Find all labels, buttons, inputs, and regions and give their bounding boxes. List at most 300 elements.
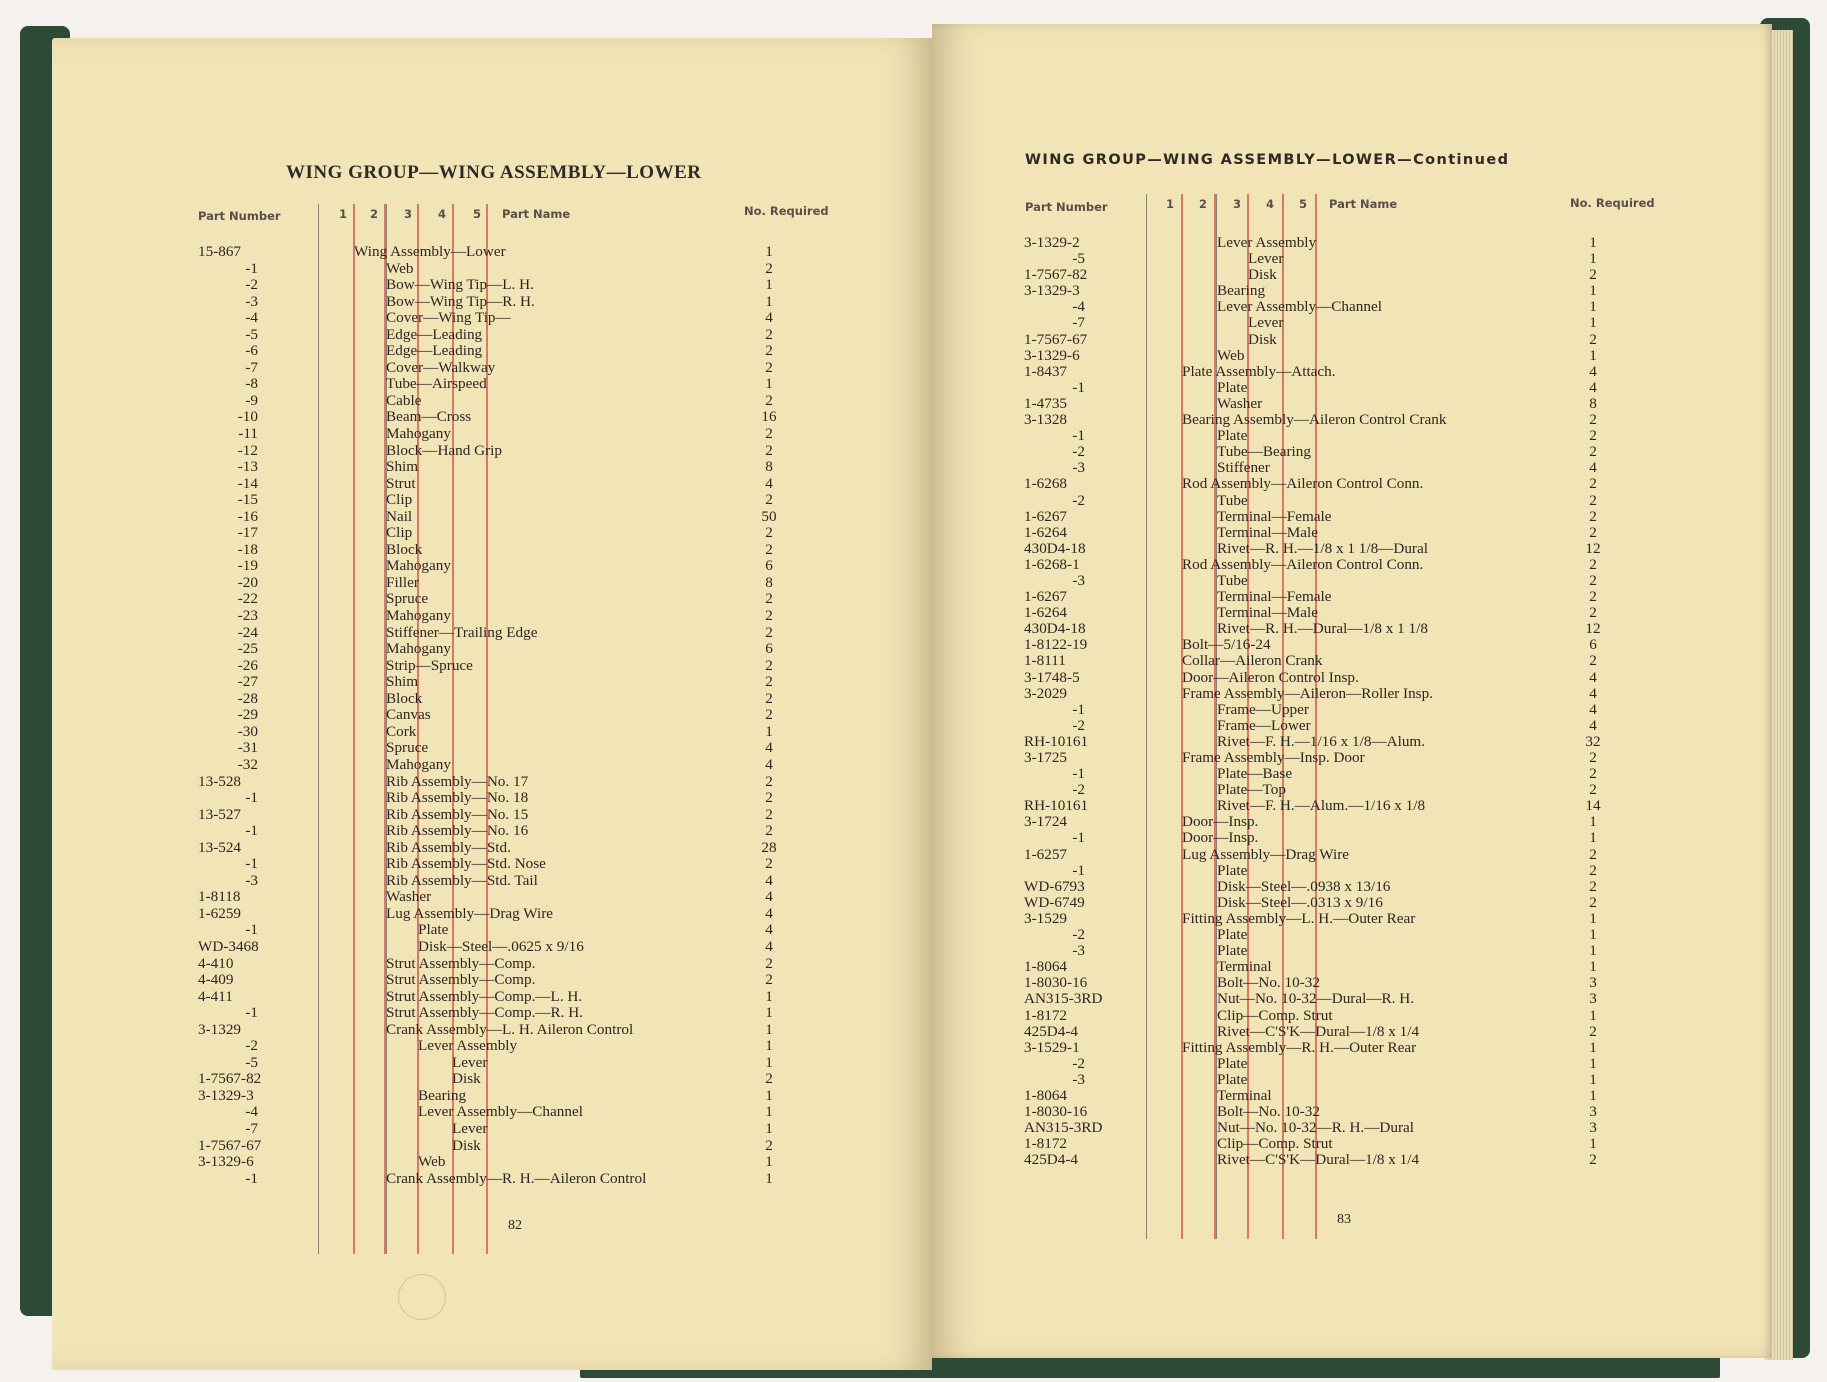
part-number-cell: 1-8118 xyxy=(198,888,241,906)
table-row xyxy=(932,363,1772,379)
quantity-cell: 2 xyxy=(765,325,773,343)
part-name-cell: Lever Assembly—Channel xyxy=(1217,298,1382,316)
part-number-cell: 4-411 xyxy=(198,987,233,1005)
table-row xyxy=(932,459,1772,475)
part-number-cell: 3-1529-1 xyxy=(1024,1038,1080,1056)
quantity-cell: 6 xyxy=(1589,636,1597,654)
part-name-cell: Plate—Top xyxy=(1217,781,1286,799)
header-no-required: No. Required xyxy=(1570,196,1655,210)
part-number-cell: 1-6264 xyxy=(1024,523,1068,541)
quantity-cell: 4 xyxy=(1589,378,1597,396)
table-row xyxy=(52,955,932,972)
left-page xyxy=(52,38,932,1370)
quantity-cell: 2 xyxy=(765,391,773,409)
part-name-cell: Tube—Airspeed xyxy=(386,375,487,393)
part-name-cell: Clip—Comp. Strut xyxy=(1217,1135,1333,1153)
part-number-cell: -9 xyxy=(245,391,258,409)
table-row xyxy=(52,1153,932,1170)
quantity-cell: 2 xyxy=(1589,604,1597,622)
table-row xyxy=(932,234,1772,250)
part-number-cell: 1-7567-67 xyxy=(1024,330,1088,348)
quantity-cell: 2 xyxy=(765,822,773,840)
part-name-cell: Clip—Comp. Strut xyxy=(1217,1006,1333,1024)
part-name-cell: Rib Assembly—No. 17 xyxy=(386,772,529,790)
quantity-cell: 4 xyxy=(765,739,773,757)
part-name-cell: Edge—Leading xyxy=(386,342,483,360)
table-row xyxy=(52,375,932,392)
part-number-cell: -3 xyxy=(245,292,258,310)
part-number-cell: 1-6264 xyxy=(1024,604,1068,622)
table-row xyxy=(932,540,1772,556)
quantity-cell: 8 xyxy=(1589,394,1597,412)
part-name-cell: Nut—No. 10-32—Dural—R. H. xyxy=(1217,990,1414,1008)
table-row xyxy=(932,250,1772,266)
part-name-cell: Plate xyxy=(1217,926,1248,944)
part-name-cell: Beam—Cross xyxy=(386,408,472,426)
part-number-cell: -3 xyxy=(1072,571,1085,589)
quantity-cell: 4 xyxy=(765,904,773,922)
table-row xyxy=(52,723,932,740)
table-row xyxy=(52,872,932,889)
table-row xyxy=(932,1151,1772,1167)
part-number-cell: 4-409 xyxy=(198,971,234,989)
part-number-cell: -20 xyxy=(237,573,258,591)
quantity-cell: 1 xyxy=(1589,1038,1597,1056)
quantity-cell: 1 xyxy=(1589,1070,1597,1088)
part-number-cell: 13-528 xyxy=(198,772,242,790)
part-number-cell: -31 xyxy=(237,739,258,757)
part-name-cell: Rivet—F. H.—1/16 x 1/8—Alum. xyxy=(1217,732,1426,750)
part-number-cell: 1-7567-82 xyxy=(1024,266,1088,284)
quantity-cell: 4 xyxy=(1589,362,1597,380)
table-row xyxy=(932,604,1772,620)
part-number-cell: 430D4-18 xyxy=(1024,539,1086,557)
table-row xyxy=(52,293,932,310)
quantity-cell: 1 xyxy=(1589,234,1597,251)
quantity-cell: 1 xyxy=(1589,346,1597,364)
part-number-cell: 3-1329-6 xyxy=(1024,346,1080,364)
header-col-3: 3 xyxy=(404,207,413,221)
part-number-cell: 3-1329-2 xyxy=(1024,234,1080,251)
header-col-2: 2 xyxy=(370,207,379,221)
quantity-cell: 12 xyxy=(1585,620,1601,638)
quantity-cell: 1 xyxy=(765,375,773,393)
part-number-cell: -25 xyxy=(237,640,258,658)
part-name-cell: Plate—Base xyxy=(1217,765,1293,783)
part-number-cell: 3-1724 xyxy=(1024,813,1068,831)
header-col-2: 2 xyxy=(1199,197,1208,211)
table-row xyxy=(52,1103,932,1120)
quantity-cell: 4 xyxy=(765,871,773,889)
quantity-cell: 3 xyxy=(1589,1103,1597,1121)
part-number-cell: 1-8030-16 xyxy=(1024,974,1088,992)
quantity-cell: 2 xyxy=(765,1136,773,1154)
part-number-cell: 1-8172 xyxy=(1024,1135,1068,1153)
table-row xyxy=(932,781,1772,797)
part-name-cell: Washer xyxy=(386,888,432,906)
part-name-cell: Cork xyxy=(386,722,417,740)
table-row xyxy=(52,1170,932,1187)
table-row xyxy=(52,624,932,641)
part-name-cell: Wing Assembly—Lower xyxy=(354,243,506,260)
part-number-cell: -1 xyxy=(245,1169,258,1187)
table-row xyxy=(52,607,932,624)
table-row xyxy=(52,359,932,376)
table-row xyxy=(52,1137,932,1154)
table-row xyxy=(932,749,1772,765)
part-number-cell: -14 xyxy=(237,474,258,492)
right-page-title: WING GROUP—WING ASSEMBLY—LOWER—Continued xyxy=(1025,152,1510,168)
header-part-number: Part Number xyxy=(198,209,281,223)
quantity-cell: 28 xyxy=(761,838,777,856)
header-col-4: 4 xyxy=(438,207,447,221)
quantity-cell: 8 xyxy=(765,458,773,476)
table-row xyxy=(52,756,932,773)
header-part-name: Part Name xyxy=(1329,197,1398,211)
table-row xyxy=(932,652,1772,668)
part-name-cell: Rod Assembly—Aileron Control Conn. xyxy=(1182,475,1424,493)
quantity-cell: 2 xyxy=(765,607,773,625)
quantity-cell: 1 xyxy=(1589,926,1597,944)
part-number-cell: -1 xyxy=(245,921,258,939)
part-number-cell: 1-8111 xyxy=(1024,652,1066,670)
part-number-cell: 3-1329-6 xyxy=(198,1153,254,1171)
quantity-cell: 1 xyxy=(765,1169,773,1187)
part-number-cell: -5 xyxy=(1072,250,1085,268)
table-row xyxy=(52,541,932,558)
table-row xyxy=(932,862,1772,878)
table-row xyxy=(932,829,1772,845)
part-number-cell: -13 xyxy=(237,458,258,476)
part-name-cell: Plate xyxy=(1217,427,1248,445)
part-number-cell: -15 xyxy=(237,491,258,509)
quantity-cell: 2 xyxy=(765,491,773,509)
quantity-cell: 4 xyxy=(765,755,773,773)
table-row xyxy=(932,427,1772,443)
part-number-cell: -3 xyxy=(1072,942,1085,960)
part-name-cell: Strip—Spruce xyxy=(386,656,473,674)
part-name-cell: Frame Assembly—Insp. Door xyxy=(1182,749,1365,766)
table-row xyxy=(932,572,1772,588)
part-name-cell: Fitting Assembly—L. H.—Outer Rear xyxy=(1182,909,1416,927)
part-name-cell: Rib Assembly—Std. Tail xyxy=(386,871,538,889)
table-row xyxy=(932,910,1772,926)
part-name-cell: Lever xyxy=(1248,314,1284,332)
quantity-cell: 1 xyxy=(765,1103,773,1121)
table-row xyxy=(52,706,932,723)
table-row xyxy=(52,905,932,922)
part-number-cell: -2 xyxy=(245,1037,258,1055)
part-number-cell: -10 xyxy=(237,408,258,426)
table-row xyxy=(52,1087,932,1104)
quantity-cell: 1 xyxy=(765,987,773,1005)
quantity-cell: 4 xyxy=(1589,700,1597,718)
table-row xyxy=(52,326,932,343)
table-row xyxy=(932,298,1772,314)
part-name-cell: Door—Aileron Control Insp. xyxy=(1182,668,1359,686)
part-number-cell: -1 xyxy=(245,789,258,807)
part-number-cell: -3 xyxy=(245,871,258,889)
part-number-cell: 3-1529 xyxy=(1024,909,1068,927)
part-number-cell: -12 xyxy=(237,441,258,459)
quantity-cell: 1 xyxy=(1589,250,1597,268)
table-row xyxy=(52,590,932,607)
table-row xyxy=(52,971,932,988)
part-number-cell: 1-4735 xyxy=(1024,394,1068,412)
part-number-cell: 1-6268 xyxy=(1024,475,1068,493)
table-row xyxy=(932,894,1772,910)
part-name-cell: Lug Assembly—Drag Wire xyxy=(1182,845,1349,863)
part-name-cell: Spruce xyxy=(386,590,429,608)
table-row xyxy=(932,733,1772,749)
quantity-cell: 2 xyxy=(1589,475,1597,493)
quantity-cell: 32 xyxy=(1585,732,1601,750)
part-number-cell: -19 xyxy=(237,557,258,575)
quantity-cell: 1 xyxy=(1589,314,1597,332)
part-name-cell: Block—Hand Grip xyxy=(386,441,502,459)
table-row xyxy=(932,813,1772,829)
part-number-cell: WD-6749 xyxy=(1024,893,1085,911)
table-row xyxy=(932,475,1772,491)
table-row xyxy=(932,958,1772,974)
part-number-cell: -29 xyxy=(237,706,258,724)
part-number-cell: 3-2029 xyxy=(1024,684,1068,702)
table-row xyxy=(932,846,1772,862)
part-name-cell: Disk xyxy=(1248,266,1277,284)
table-row xyxy=(932,411,1772,427)
part-number-cell: -4 xyxy=(245,1103,258,1121)
quantity-cell: 2 xyxy=(1589,877,1597,895)
quantity-cell: 2 xyxy=(765,1070,773,1088)
part-name-cell: Plate xyxy=(1217,1070,1248,1088)
quantity-cell: 1 xyxy=(765,1004,773,1022)
part-name-cell: Plate xyxy=(1217,942,1248,960)
part-name-cell: Bolt—No. 10-32 xyxy=(1217,974,1320,992)
part-name-cell: Frame—Lower xyxy=(1217,716,1311,734)
part-number-cell: -11 xyxy=(238,425,258,443)
table-row xyxy=(932,588,1772,604)
table-row xyxy=(52,673,932,690)
table-row xyxy=(52,806,932,823)
part-number-cell: -1 xyxy=(245,1004,258,1022)
quantity-cell: 1 xyxy=(1589,942,1597,960)
quantity-cell: 1 xyxy=(1589,1054,1597,1072)
part-number-cell: -24 xyxy=(237,623,258,641)
part-number-cell: 1-8437 xyxy=(1024,362,1068,380)
part-name-cell: Strut Assembly—Comp. xyxy=(386,971,536,989)
part-name-cell: Plate xyxy=(1217,861,1248,879)
table-row xyxy=(932,266,1772,282)
table-row xyxy=(52,557,932,574)
part-name-cell: Plate xyxy=(1217,1054,1248,1072)
table-row xyxy=(52,690,932,707)
part-number-cell: -1 xyxy=(1072,829,1085,847)
quantity-cell: 2 xyxy=(765,623,773,641)
quantity-cell: 1 xyxy=(1589,1086,1597,1104)
table-row xyxy=(52,839,932,856)
table-row xyxy=(932,878,1772,894)
quantity-cell: 2 xyxy=(1589,893,1597,911)
part-name-cell: Rib Assembly—No. 15 xyxy=(386,805,529,823)
part-number-cell: 425D4-4 xyxy=(1024,1151,1078,1169)
table-row xyxy=(52,425,932,442)
part-name-cell: Terminal xyxy=(1217,958,1272,976)
table-row xyxy=(52,988,932,1005)
part-name-cell: Lever Assembly xyxy=(418,1037,518,1055)
quantity-cell: 2 xyxy=(1589,861,1597,879)
quantity-cell: 4 xyxy=(1589,668,1597,686)
part-number-cell: 13-524 xyxy=(198,838,242,856)
quantity-cell: 1 xyxy=(1589,813,1597,831)
quantity-cell: 2 xyxy=(1589,765,1597,783)
part-number-cell: 1-6259 xyxy=(198,904,242,922)
part-name-cell: Clip xyxy=(386,524,413,542)
part-name-cell: Disk—Steel—.0313 x 9/16 xyxy=(1217,893,1383,911)
table-row xyxy=(932,1023,1772,1039)
part-name-cell: Tube—Bearing xyxy=(1217,443,1311,461)
table-row xyxy=(932,926,1772,942)
part-number-cell: WD-6793 xyxy=(1024,877,1085,895)
part-number-cell: -32 xyxy=(237,755,258,773)
quantity-cell: 2 xyxy=(765,590,773,608)
part-name-cell: Cover—Walkway xyxy=(386,358,496,376)
quantity-cell: 2 xyxy=(1589,411,1597,429)
table-row xyxy=(52,243,932,260)
quantity-cell: 1 xyxy=(1589,282,1597,300)
part-name-cell: Disk xyxy=(452,1136,481,1154)
part-name-cell: Rib Assembly—No. 18 xyxy=(386,789,529,807)
quantity-cell: 2 xyxy=(1589,571,1597,589)
header-part-number: Part Number xyxy=(1025,200,1108,214)
header-col-5: 5 xyxy=(1299,197,1308,211)
quantity-cell: 2 xyxy=(1589,507,1597,525)
table-row xyxy=(932,395,1772,411)
part-name-cell: Mahogany xyxy=(386,640,451,658)
part-name-cell: Rivet—C'S'K—Dural—1/8 x 1/4 xyxy=(1217,1022,1420,1040)
quantity-cell: 2 xyxy=(765,855,773,873)
part-number-cell: -27 xyxy=(237,673,258,691)
part-number-cell: AN315-3RD xyxy=(1024,1119,1103,1137)
table-row xyxy=(932,1071,1772,1087)
quantity-cell: 2 xyxy=(765,689,773,707)
quantity-cell: 2 xyxy=(765,789,773,807)
part-number-cell: -1 xyxy=(245,259,258,277)
table-row xyxy=(52,938,932,955)
part-name-cell: Lever Assembly—Channel xyxy=(418,1103,583,1121)
quantity-cell: 2 xyxy=(1589,588,1597,606)
part-number-cell: 1-8030-16 xyxy=(1024,1103,1088,1121)
part-number-cell: 3-1329-3 xyxy=(1024,282,1080,300)
quantity-cell: 2 xyxy=(1589,443,1597,461)
part-name-cell: Bow—Wing Tip—R. H. xyxy=(386,292,535,310)
table-row xyxy=(932,492,1772,508)
part-name-cell: Filler xyxy=(386,573,419,591)
quantity-cell: 2 xyxy=(1589,266,1597,284)
table-row xyxy=(52,524,932,541)
quantity-cell: 2 xyxy=(765,358,773,376)
quantity-cell: 4 xyxy=(765,309,773,327)
part-number-cell: -1 xyxy=(1072,861,1085,879)
quantity-cell: 2 xyxy=(1589,781,1597,799)
table-row xyxy=(932,556,1772,572)
part-name-cell: Web xyxy=(418,1153,446,1171)
part-number-cell: 3-1748-5 xyxy=(1024,668,1080,686)
part-number-cell: 1-6267 xyxy=(1024,507,1068,525)
quantity-cell: 4 xyxy=(1589,716,1597,734)
part-name-cell: Tube xyxy=(1217,491,1248,509)
part-name-cell: Tube xyxy=(1217,571,1248,589)
part-number-cell: -4 xyxy=(245,309,258,327)
part-number-cell: 3-1725 xyxy=(1024,749,1068,766)
part-number-cell: 1-8172 xyxy=(1024,1006,1068,1024)
quantity-cell: 2 xyxy=(765,259,773,277)
table-row xyxy=(932,1103,1772,1119)
part-name-cell: Strut Assembly—Comp. xyxy=(386,954,536,972)
part-name-cell: Disk—Steel—.0625 x 9/16 xyxy=(418,937,584,955)
header-part-name: Part Name xyxy=(502,207,571,221)
part-name-cell: Collar—Aileron Crank xyxy=(1182,652,1323,670)
part-number-cell: 430D4-18 xyxy=(1024,620,1086,638)
part-number-cell: -2 xyxy=(1072,1054,1085,1072)
quantity-cell: 1 xyxy=(1589,1006,1597,1024)
part-name-cell: Rib Assembly—Std. xyxy=(386,838,511,856)
table-row xyxy=(932,942,1772,958)
quantity-cell: 1 xyxy=(765,1086,773,1104)
part-number-cell: -1 xyxy=(245,822,258,840)
part-number-cell: -4 xyxy=(1072,298,1085,316)
right-page xyxy=(932,24,1772,1358)
table-row xyxy=(932,669,1772,685)
table-row xyxy=(52,640,932,657)
quantity-cell: 8 xyxy=(765,573,773,591)
quantity-cell: 2 xyxy=(765,540,773,558)
part-name-cell: Bearing xyxy=(1217,282,1266,300)
part-name-cell: Cable xyxy=(386,391,422,409)
paper-stain xyxy=(398,1274,446,1320)
table-row xyxy=(52,1037,932,1054)
part-number-cell: 1-8122-19 xyxy=(1024,636,1088,654)
table-row xyxy=(932,685,1772,701)
part-number-cell: -26 xyxy=(237,656,258,674)
quantity-cell: 1 xyxy=(765,1037,773,1055)
quantity-cell: 4 xyxy=(765,474,773,492)
table-row xyxy=(52,260,932,277)
part-number-cell: -2 xyxy=(1072,443,1085,461)
quantity-cell: 2 xyxy=(1589,427,1597,445)
part-name-cell: Strut xyxy=(386,474,416,492)
table-row xyxy=(52,475,932,492)
quantity-cell: 1 xyxy=(1589,1135,1597,1153)
part-name-cell: Washer xyxy=(1217,394,1263,412)
table-row xyxy=(932,524,1772,540)
part-number-cell: RH-10161 xyxy=(1024,797,1089,815)
part-number-cell: -5 xyxy=(245,325,258,343)
part-number-cell: 1-7567-82 xyxy=(198,1070,262,1088)
part-name-cell: Lever Assembly xyxy=(1217,234,1317,251)
table-row xyxy=(52,491,932,508)
table-row xyxy=(932,282,1772,298)
quantity-cell: 2 xyxy=(765,954,773,972)
part-name-cell: Rib Assembly—Std. Nose xyxy=(386,855,546,873)
table-row xyxy=(52,408,932,425)
table-row xyxy=(52,342,932,359)
table-row xyxy=(932,1007,1772,1023)
table-row xyxy=(932,636,1772,652)
table-row xyxy=(932,314,1772,330)
part-name-cell: Edge—Leading xyxy=(386,325,483,343)
part-name-cell: Crank Assembly—L. H. Aileron Control xyxy=(386,1020,634,1038)
quantity-cell: 1 xyxy=(765,276,773,294)
